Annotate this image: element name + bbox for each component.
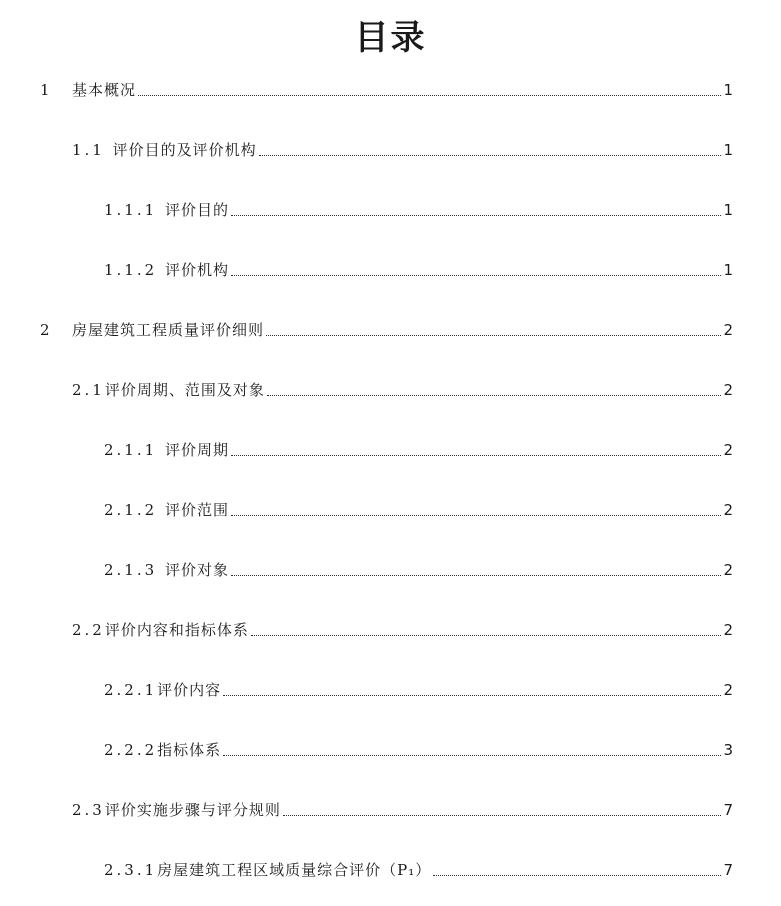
toc-entry-title: 评价周期、范围及对象 bbox=[104, 381, 265, 399]
dot-leader bbox=[259, 155, 722, 156]
toc-entry-title: 指标体系 bbox=[157, 741, 222, 759]
toc-entry-number: 2.2 bbox=[72, 621, 105, 639]
dot-leader bbox=[433, 875, 721, 876]
toc-entry-number: 2.1.3 bbox=[104, 561, 165, 579]
toc-entry-2-1-2[interactable] bbox=[0, 490, 781, 520]
toc-entry-title: 评价周期 bbox=[164, 441, 229, 459]
toc-entry-number: 2 bbox=[40, 321, 50, 339]
dot-leader bbox=[231, 215, 722, 216]
toc-entry-number: 2.2.2 bbox=[104, 741, 158, 759]
toc-entry-title: 评价机构 bbox=[164, 261, 229, 279]
toc-entry-2-3-1[interactable] bbox=[0, 850, 781, 880]
toc-entry-title: 评价内容和指标体系 bbox=[104, 621, 249, 639]
dot-leader bbox=[223, 755, 721, 756]
toc-entry-2-2-2[interactable] bbox=[0, 730, 781, 760]
toc-entry-number: 2.3.1 bbox=[104, 861, 158, 879]
dot-leader bbox=[231, 275, 722, 276]
toc-entry-2-3[interactable] bbox=[0, 790, 781, 820]
toc-entry-2-2[interactable] bbox=[0, 610, 781, 640]
toc-entry-number: 1.1.1 bbox=[104, 201, 165, 219]
toc-entry-number: 1.1 bbox=[72, 141, 113, 159]
toc-entry-page: 2 bbox=[723, 681, 733, 699]
dot-leader bbox=[231, 575, 722, 576]
dot-leader bbox=[138, 95, 721, 96]
toc-entry-number: 2.2.1 bbox=[104, 681, 158, 699]
dot-leader bbox=[223, 695, 721, 696]
page-title: 目录 bbox=[354, 18, 427, 58]
dot-leader bbox=[266, 335, 721, 336]
toc-entry-page: 2 bbox=[723, 561, 733, 579]
dot-leader bbox=[231, 515, 722, 516]
toc-entry-number: 2.1.1 bbox=[104, 441, 165, 459]
toc-entry-number: 2.1.2 bbox=[104, 501, 165, 519]
toc-entry-page: 2 bbox=[723, 621, 733, 639]
toc-entry-page: 7 bbox=[723, 801, 733, 819]
toc-entry-page: 7 bbox=[723, 861, 733, 879]
toc-entry-page: 2 bbox=[723, 381, 733, 399]
toc-entry-2[interactable] bbox=[0, 310, 781, 340]
toc-entry-2-1-1[interactable] bbox=[0, 430, 781, 460]
toc-entry-title: 评价内容 bbox=[157, 681, 222, 699]
toc-entry-2-2-1[interactable] bbox=[0, 670, 781, 700]
dot-leader bbox=[231, 455, 722, 456]
toc-entry-title: 评价对象 bbox=[164, 561, 229, 579]
toc-entry-1[interactable] bbox=[0, 70, 781, 100]
toc-entry-1-1-2[interactable] bbox=[0, 250, 781, 280]
toc-entry-1-1-1[interactable] bbox=[0, 190, 781, 220]
toc-entry-title: 房屋建筑工程区域质量综合评价（P₁） bbox=[157, 861, 432, 879]
toc-entry-page: 1 bbox=[723, 141, 733, 159]
toc-entry-number: 1.1.2 bbox=[104, 261, 165, 279]
toc-entry-title: 房屋建筑工程质量评价细则 bbox=[72, 321, 265, 339]
toc-entry-page: 2 bbox=[723, 321, 733, 339]
toc-entry-number: 2.1 bbox=[72, 381, 105, 399]
toc-entry-title: 评价范围 bbox=[164, 501, 229, 519]
dot-leader bbox=[267, 395, 722, 396]
toc-entry-title: 评价目的 bbox=[164, 201, 229, 219]
toc-entry-2-1-3[interactable] bbox=[0, 550, 781, 580]
toc-entry-title: 评价目的及评价机构 bbox=[112, 141, 257, 159]
toc-entry-page: 2 bbox=[723, 501, 733, 519]
toc-entry-page: 3 bbox=[723, 741, 733, 759]
dot-leader bbox=[283, 815, 722, 816]
dot-leader bbox=[251, 635, 722, 636]
toc-entry-title: 基本概况 bbox=[72, 81, 137, 99]
toc-entry-number: 2.3 bbox=[72, 801, 105, 819]
toc-entry-2-1[interactable] bbox=[0, 370, 781, 400]
toc-entry-page: 1 bbox=[723, 201, 733, 219]
toc-entry-page: 2 bbox=[723, 441, 733, 459]
toc-entry-1-1[interactable] bbox=[0, 130, 781, 160]
toc-entry-title: 评价实施步骤与评分规则 bbox=[104, 801, 281, 819]
toc-entry-page: 1 bbox=[723, 261, 733, 279]
toc-entry-number: 1 bbox=[40, 81, 50, 99]
toc-entry-page: 1 bbox=[723, 81, 733, 99]
